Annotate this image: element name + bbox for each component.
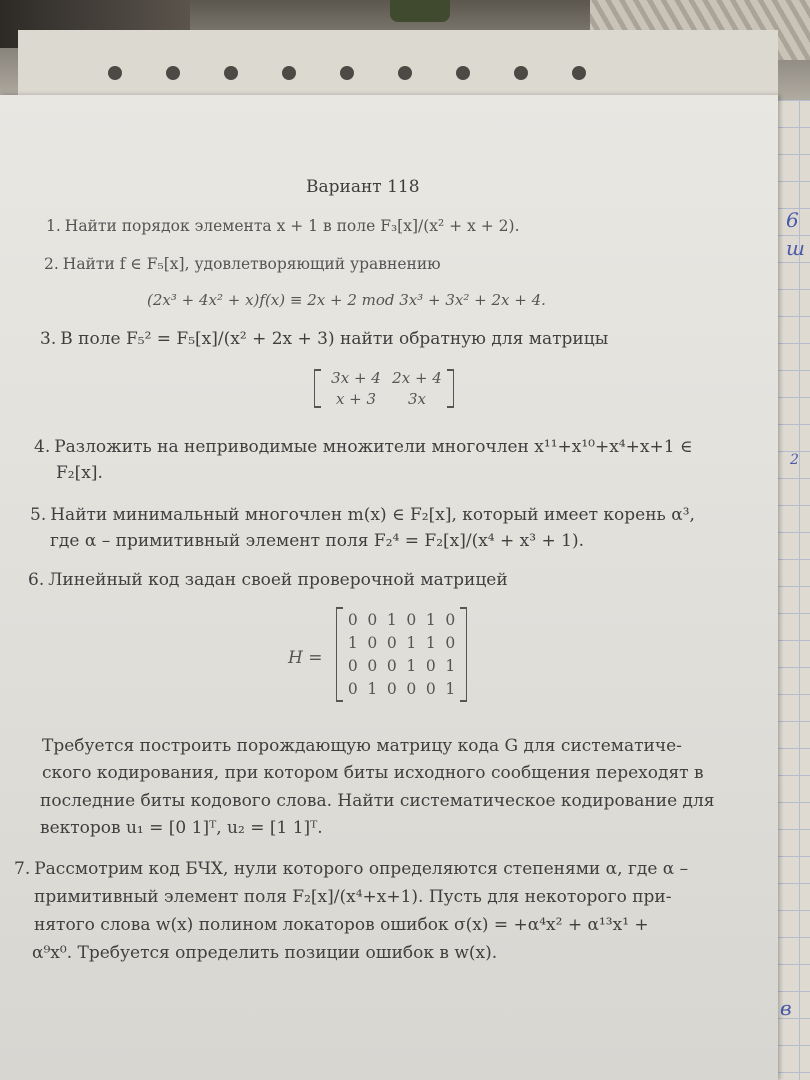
green-object [390,0,450,22]
matrix-cell: 3x [407,390,426,408]
problem-number: 6. [28,570,45,590]
matrix-2x2 [314,369,454,408]
exam-sheet [0,95,778,1080]
page-title: Вариант 118 [306,177,420,197]
handwritten-note: в [780,996,792,1020]
matrix-label: H = [288,648,323,668]
matrix-cell: 1 [386,611,397,629]
punch-hole [166,66,180,80]
problem-text: Линейный код задан своей проверочной матрицей [48,570,508,590]
matrix-cell: x + 3 [335,390,377,408]
matrix-cell: 1 [406,634,417,652]
problem-text: нятого слова w(x) полином локаторов ошибок σ(x) = +α⁴x² + α¹³x¹ + [34,915,649,935]
matrix-cell: 0 [406,680,417,698]
problem-3 [40,329,608,349]
matrix-cell: 0 [406,611,417,629]
matrix-row [343,611,460,629]
punch-hole [514,66,528,80]
problem-text: Рассмотрим код БЧХ, нули которого определяются степенями α, где α – [34,859,689,879]
problem-text: Требуется построить порождающую матрицу кода G для систематиче- [42,736,682,756]
matrix-row [343,657,460,675]
problem-text: α⁹x⁰. Требуется определить позиции ошибок в w(x). [32,943,498,963]
problem-5 [30,505,695,525]
handwritten-note: 6 [786,208,799,232]
problem-number: 1. [46,217,61,235]
matrix-row [323,390,445,408]
matrix-cell: 0 [425,680,436,698]
equation: (2x³ + 4x² + x)f(x) ≡ 2x + 2 mod 3x³ + 3x² + 2x + 4. [147,291,546,309]
problem-text: ского кодирования, при котором биты исходного сообщения переходят в [42,763,704,783]
matrix-cell: 1 [367,680,378,698]
matrix-cell: 1 [425,611,436,629]
matrix-row [343,634,460,652]
problem-1 [46,217,520,235]
punch-hole [224,66,238,80]
problem-6 [28,570,508,590]
problem-4 [34,437,693,457]
problem-number: 3. [40,329,57,349]
matrix-cell: 0 [386,634,397,652]
matrix-cell: 0 [367,611,378,629]
matrix-cell: 0 [386,680,397,698]
matrix-cell: 0 [386,657,397,675]
punch-hole [398,66,412,80]
problem-number: 4. [34,437,51,457]
handwritten-note: ш [786,236,805,260]
problem-7 [14,859,688,879]
parity-check-matrix [336,607,467,702]
problem-text: В поле F₅² = F₅[x]/(x² + 2x + 3) найти обратную для матрицы [60,329,609,349]
problem-text: Найти порядок элемента x + 1 в поле F₃[x]/(x² + x + 2). [64,217,520,235]
matrix-row [323,369,445,387]
matrix-row [343,680,460,698]
punch-hole [108,66,122,80]
problem-text: векторов u₁ = [0 1]ᵀ, u₂ = [1 1]ᵀ. [40,818,323,838]
matrix-cell: 0 [347,680,358,698]
problem-number: 5. [30,505,47,525]
problem-text: Разложить на неприводимые множители многочлен x¹¹+x¹⁰+x⁴+x+1 ∈ [54,437,693,457]
punch-hole [572,66,586,80]
punch-hole [456,66,470,80]
matrix-cell: 0 [347,657,358,675]
matrix-cell: 1 [347,634,358,652]
matrix-cell: 0 [445,611,456,629]
matrix-cell: 3x + 4 [331,369,381,387]
problem-text: где α – примитивный элемент поля F₂⁴ = F₂[x]/(x⁴ + x³ + 1). [50,531,584,551]
handwritten-note: 2 [790,452,799,468]
problem-text: Найти минимальный многочлен m(x) ∈ F₂[x], который имеет корень α³, [50,505,695,525]
matrix-cell: 1 [425,634,436,652]
matrix-cell: 1 [406,657,417,675]
punch-hole [282,66,296,80]
problem-text: примитивный элемент поля F₂[x]/(x⁴+x+1). Пусть для некоторого при- [34,887,672,907]
problem-text: Найти f ∈ F₅[x], удовлетворяющий уравнению [62,255,441,273]
matrix-cell: 2x + 4 [392,369,442,387]
matrix-cell: 0 [367,657,378,675]
matrix-cell: 0 [347,611,358,629]
problem-2 [44,255,441,273]
problem-number: 7. [14,859,31,879]
matrix-cell: 1 [445,657,456,675]
problem-number: 2. [44,255,59,273]
matrix-cell: 0 [425,657,436,675]
problem-text: последние биты кодового слова. Найти систематическое кодирование для [40,791,715,811]
matrix-cell: 0 [367,634,378,652]
matrix-cell: 1 [445,680,456,698]
punch-hole [340,66,354,80]
problem-text: F₂[x]. [56,463,103,483]
matrix-cell: 0 [445,634,456,652]
